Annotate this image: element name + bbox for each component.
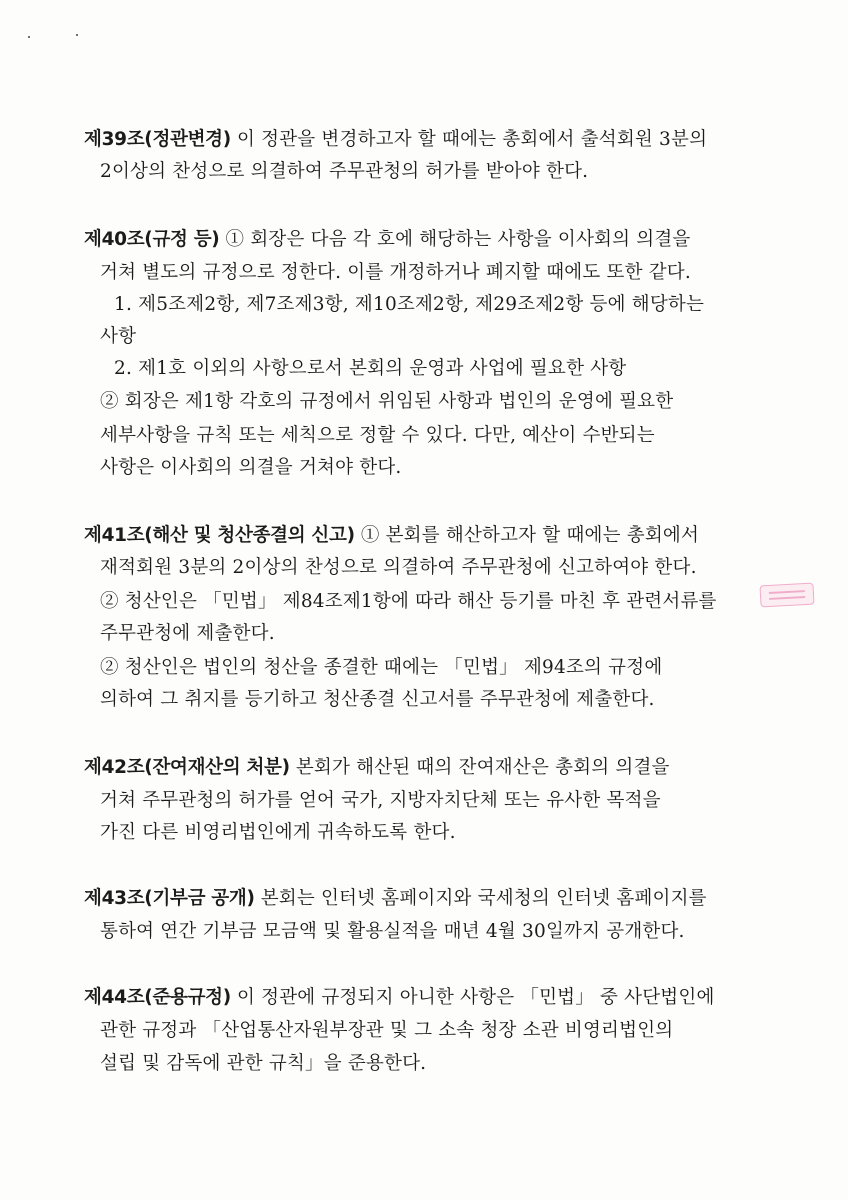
article-40-line: 세부사항을 규칙 또는 세칙으로 정할 수 있다. 다만, 예산이 수반되는 — [100, 425, 655, 446]
article-42-heading: 제42조(잔여재산의 처분) — [84, 757, 290, 778]
article-43-first-line — [84, 887, 707, 911]
article-42-text: 본회가 해산된 때의 잔여재산은 총회의 의결을 — [295, 757, 670, 778]
pink-seal-stamp — [759, 583, 814, 608]
article-39-text: 이 정관을 변경하고자 할 때에는 총회에서 출석회원 3분의 — [236, 129, 708, 150]
article-41-paragraph-3: ② 청산인은 법인의 청산을 종결한 때에는 「민법」 제94조의 규정에 — [100, 657, 663, 678]
article-43-heading: 제43조(기부금 공개) — [84, 888, 255, 909]
scan-speck — [76, 34, 78, 36]
article-44-heading: 제44조(준용규정) — [84, 987, 231, 1008]
article-41-first-line — [84, 524, 699, 548]
article-40-paragraph-2: ② 회장은 제1항 각호의 규정에서 위임된 사항과 법인의 운영에 필요한 — [100, 391, 674, 412]
article-39-heading: 제39조(정관변경) — [84, 129, 231, 150]
article-40-heading: 제40조(규정 등) — [84, 229, 220, 250]
article-42-first-line — [84, 756, 670, 780]
article-40-text: ① 회장은 다음 각 호에 해당하는 사항을 이사회의 의결을 — [225, 229, 691, 250]
article-40-line: 사항 — [100, 326, 137, 347]
article-44-line: 관한 규정과 「산업통산자원부장관 및 그 소속 청장 소관 비영리법인의 — [100, 1020, 674, 1041]
article-41-line: 의하여 그 취지를 등기하고 청산종결 신고서를 주무관청에 제출한다. — [100, 689, 655, 710]
article-44-first-line — [84, 986, 715, 1010]
article-44-text: 이 정관에 규정되지 아니한 사항은 「민법」 중 사단법인에 — [236, 987, 715, 1008]
article-41-text: ① 본회를 해산하고자 할 때에는 총회에서 — [360, 525, 700, 546]
article-41-line: 주무관청에 제출한다. — [100, 623, 275, 644]
article-41-heading: 제41조(해산 및 청산종결의 신고) — [84, 525, 355, 546]
article-41-paragraph-2: ② 청산인은 「민법」 제84조제1항에 따라 해산 등기를 마친 후 관련서류를 — [100, 591, 717, 612]
article-40-line: 사항은 이사회의 의결을 거쳐야 한다. — [100, 457, 402, 478]
article-41-line: 재적회원 3분의 2이상의 찬성으로 의결하여 주무관청에 신고하여야 한다. — [100, 557, 697, 578]
article-42-line: 거쳐 주무관청의 허가를 얻어 국가, 지방자치단체 또는 유사한 목적을 — [100, 790, 661, 811]
article-40-item-1: 1. 제5조제2항, 제7조제3항, 제10조제2항, 제29조제2항 등에 해당하는 — [114, 294, 705, 315]
scan-speck — [28, 36, 30, 38]
article-42-line: 가진 다른 비영리법인에게 귀속하도록 한다. — [100, 822, 456, 843]
article-40-line: 거쳐 별도의 규정으로 정한다. 이를 개정하거나 폐지할 때에도 또한 같다. — [100, 262, 691, 283]
article-43-line: 통하여 연간 기부금 모금액 및 활용실적을 매년 4월 30일까지 공개한다. — [100, 921, 685, 942]
article-43-text: 본회는 인터넷 홈페이지와 국세청의 인터넷 홈페이지를 — [260, 888, 707, 909]
article-39-first-line — [84, 128, 707, 152]
article-44-line: 설립 및 감독에 관한 규칙」을 준용한다. — [100, 1053, 427, 1074]
article-40-first-line — [84, 228, 690, 252]
article-39-line: 2이상의 찬성으로 의결하여 주무관청의 허가를 받아야 한다. — [100, 161, 589, 182]
article-40-item-2: 2. 제1호 이외의 사항으로서 본회의 운영과 사업에 필요한 사항 — [114, 358, 627, 379]
